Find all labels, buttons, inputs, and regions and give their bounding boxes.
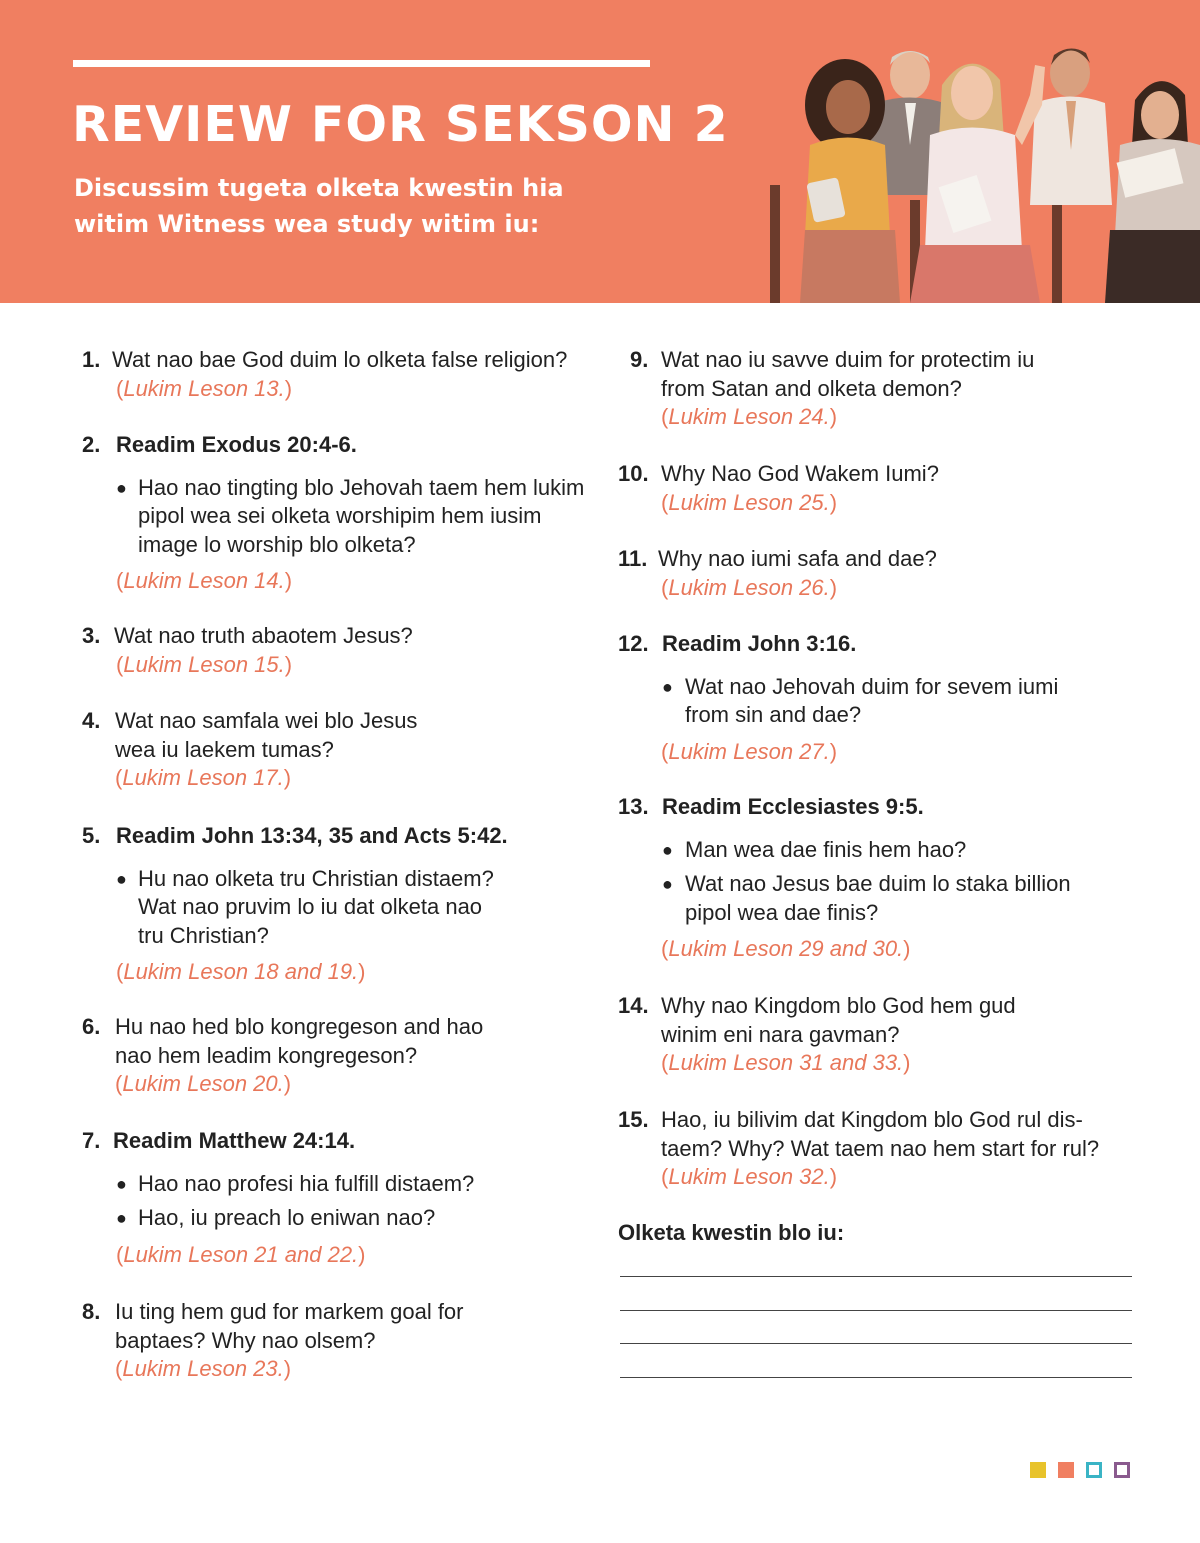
question-text: Readim Matthew 24:14. [113, 1128, 356, 1153]
lesson-reference: (Lukim Leson 14.) [116, 568, 293, 594]
question-text: Readim John 13:34, 35 and Acts 5:42. [116, 823, 508, 848]
question-6 [82, 1013, 512, 1127]
question-9 [618, 346, 1068, 460]
question-number: 2. [82, 432, 101, 457]
questions-right-column [618, 346, 1138, 1246]
question-text: Hu nao hed blo kongregeson and hao nao hem leadim kongregeson? [115, 1014, 484, 1068]
question-text: Iu ting hem gud for markem goal for baptaes? Why nao olsem? [115, 1299, 464, 1353]
bullet-item: ● Hao nao profesi hia fulfill distaem? [116, 1170, 475, 1196]
lesson-reference: (Lukim Leson 27.) [661, 738, 838, 764]
page-subtitle: Discussim tugeta olketa kwestin hia witim Witness wea study witim iu: [74, 174, 564, 238]
lesson-reference: (Lukim Leson 21 and 22.) [116, 1241, 366, 1267]
bullet-item: ● Wat nao Jesus bae duim lo staka billion pipol wea dae finis? [662, 871, 1071, 925]
question-number: 3. [82, 623, 101, 648]
question-number: 7. [82, 1128, 101, 1153]
question-1 [82, 346, 602, 431]
write-line[interactable] [620, 1377, 1132, 1378]
lesson-reference: (Lukim Leson 32.) [661, 1164, 838, 1190]
question-10 [618, 460, 1138, 545]
lesson-reference: (Lukim Leson 17.) [115, 765, 292, 791]
write-line[interactable] [620, 1276, 1132, 1277]
write-line[interactable] [620, 1343, 1132, 1344]
question-number: 14. [618, 993, 649, 1018]
question-15 [618, 1106, 1138, 1220]
lesson-reference: (Lukim Leson 29 and 30.) [661, 936, 911, 962]
question-text: Wat nao bae God duim lo olketa false religion? [112, 347, 568, 372]
bullet-item: ● Man wea dae finis hem hao? [662, 836, 967, 862]
question-number: 15. [618, 1107, 649, 1132]
question-text: Why nao iumi safa and dae? [658, 546, 937, 571]
lesson-reference: (Lukim Leson 18 and 19.) [116, 959, 366, 985]
question-text: Hao, iu bilivim dat Kingdom blo God rul dis-taem? Why? Wat taem nao hem start for rul? [661, 1107, 1100, 1161]
question-number: 9. [630, 347, 649, 372]
question-4 [82, 707, 462, 822]
square-purple [1114, 1462, 1130, 1478]
question-number: 10. [618, 461, 649, 486]
bullet-item: ● Hao nao tingting blo Jehovah taem hem lukim pipol wea sei olketa worshipim hem iusim image lo worship blo olketa? [116, 474, 585, 557]
header-banner [0, 0, 1200, 303]
header-rule [73, 60, 650, 67]
bullet-list [82, 474, 602, 560]
lesson-reference: (Lukim Leson 23.) [115, 1356, 292, 1382]
lesson-reference: (Lukim Leson 26.) [661, 574, 838, 600]
bullet-list [82, 865, 512, 951]
question-11 [618, 545, 1138, 630]
question-7 [82, 1127, 602, 1298]
question-number: 4. [82, 708, 101, 733]
lesson-reference: (Lukim Leson 15.) [116, 651, 293, 677]
lesson-reference: (Lukim Leson 13.) [116, 375, 293, 401]
question-number: 1. [82, 347, 101, 372]
page-title: REVIEW FOR SEKSON 2 [72, 96, 729, 153]
square-yellow [1030, 1462, 1046, 1478]
question-3 [82, 622, 602, 707]
square-teal [1086, 1462, 1102, 1478]
people-illustration [760, 35, 1200, 303]
question-text: Readim Ecclesiastes 9:5. [662, 794, 924, 819]
lesson-reference: (Lukim Leson 25.) [661, 489, 838, 515]
question-text: Why nao Kingdom blo God hem gud winim eni nara gavman? [661, 993, 1016, 1047]
lesson-reference: (Lukim Leson 24.) [661, 404, 838, 430]
question-5 [82, 822, 602, 1013]
question-text: Why Nao God Wakem Iumi? [661, 461, 939, 486]
bullet-item: ● Hu nao olketa tru Christian distaem? Wat nao pruvim lo iu dat olketa nao tru Christian? [116, 865, 494, 948]
question-number: 8. [82, 1299, 101, 1324]
question-number: 11. [618, 546, 648, 571]
lesson-reference: (Lukim Leson 20.) [115, 1071, 292, 1097]
question-8 [82, 1298, 502, 1398]
question-number: 6. [82, 1014, 101, 1039]
question-number: 13. [618, 794, 649, 819]
question-number: 12. [618, 631, 649, 656]
question-2 [82, 431, 602, 622]
bullet-item: ● Hao, iu preach lo eniwan nao? [116, 1205, 436, 1231]
question-text: Wat nao samfala wei blo Jesus wea iu laekem tumas? [115, 708, 418, 762]
question-12 [618, 630, 1088, 793]
question-text: Readim Exodus 20:4-6. [116, 432, 357, 457]
write-line[interactable] [620, 1310, 1132, 1311]
question-13 [618, 793, 1098, 992]
own-questions-label: Olketa kwestin blo iu: [618, 1220, 845, 1245]
bullet-list [82, 1170, 602, 1233]
question-14 [618, 992, 1048, 1106]
lesson-reference: (Lukim Leson 31 and 33.) [661, 1050, 911, 1076]
question-number: 5. [82, 823, 101, 848]
square-orange [1058, 1462, 1074, 1478]
question-text: Wat nao iu savve duim for protectim iu from Satan and olketa demon? [661, 347, 1035, 401]
question-text: Wat nao truth abaotem Jesus? [114, 623, 413, 648]
bullet-item: ● Wat nao Jehovah duim for sevem iumi from sin and dae? [662, 673, 1059, 728]
question-text: Readim John 3:16. [662, 631, 857, 656]
questions-left-column [82, 346, 602, 1398]
bullet-list [618, 836, 1098, 928]
bullet-list [618, 673, 1088, 730]
